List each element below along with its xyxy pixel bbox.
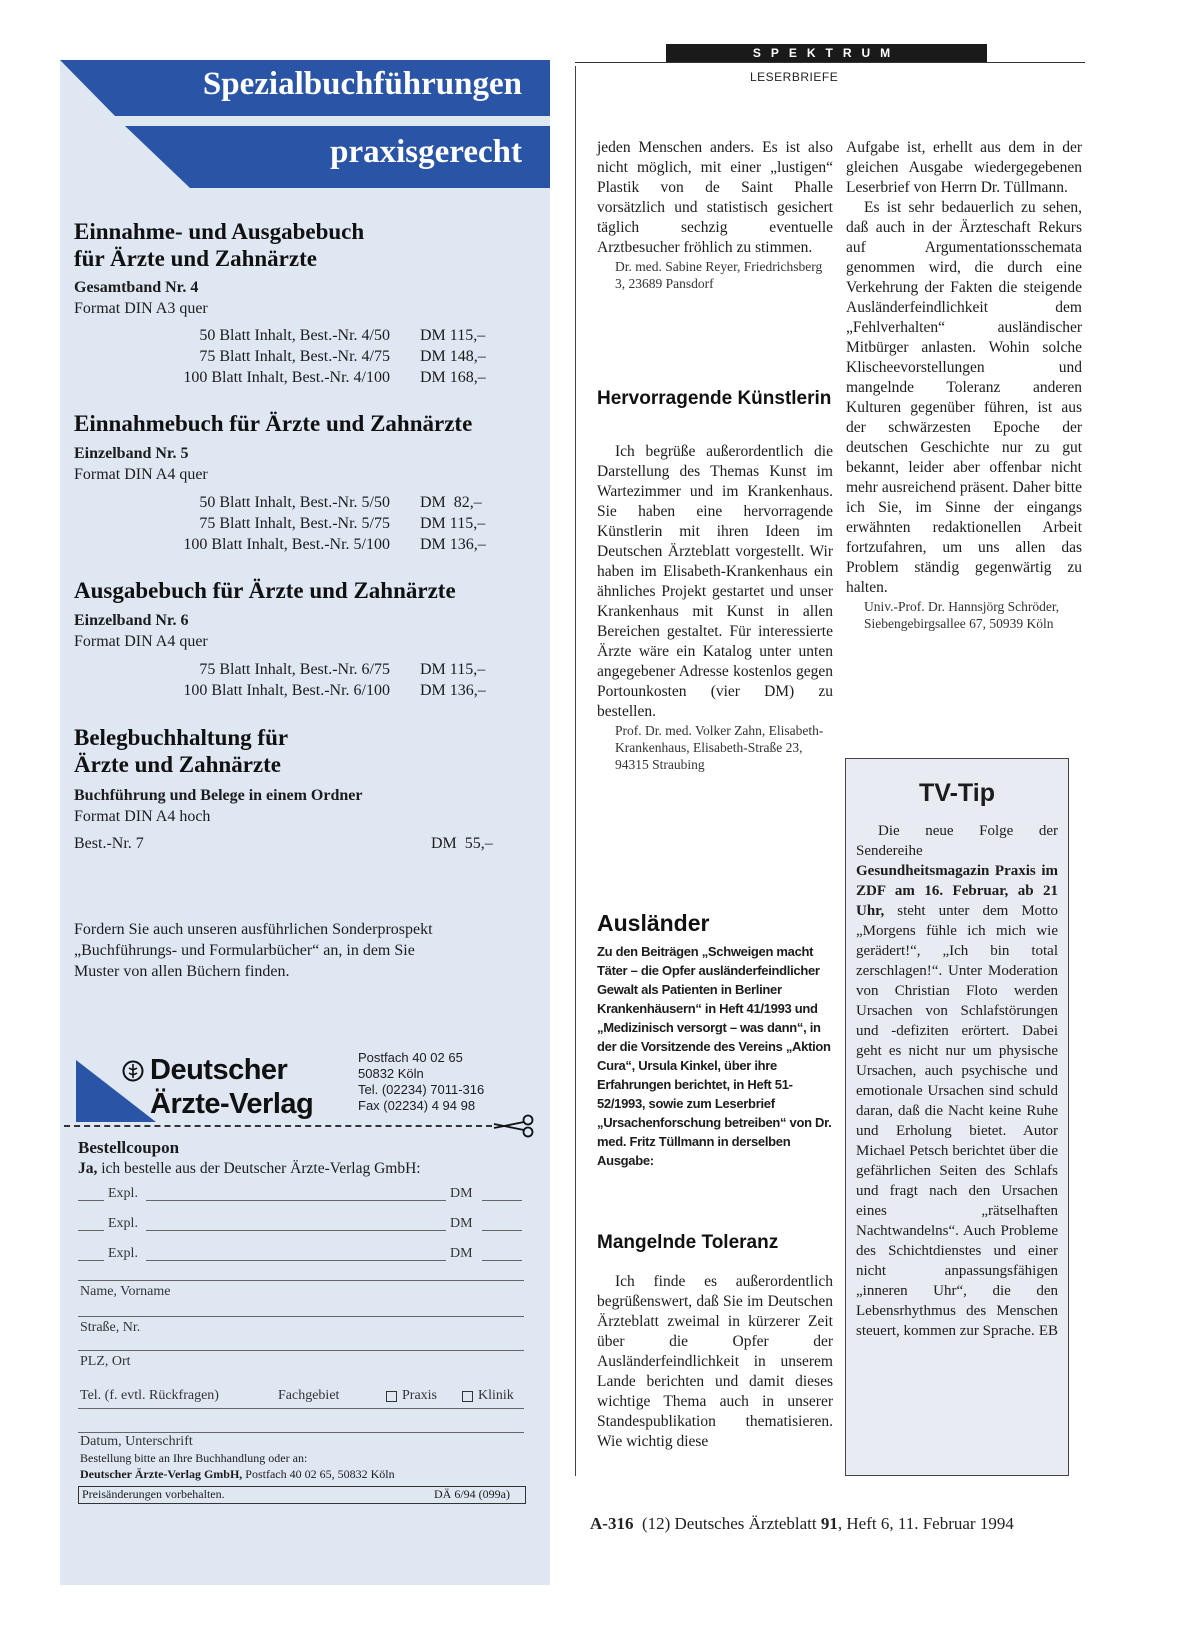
letter-toleranz: [597, 1272, 833, 1452]
dm-label: DM: [450, 1216, 473, 1231]
price-note: Preisänderungen vorbehalten.: [82, 1487, 225, 1501]
tv-tip-box: [845, 758, 1069, 1476]
letters-column-1: [597, 138, 833, 292]
product-band-2: Einzelband Nr. 5: [74, 445, 189, 462]
caduceus-icon: [122, 1060, 144, 1082]
product-title-1b: für Ärzte und Zahnärzte: [74, 246, 317, 271]
fachgebiet-label: Fachgebiet: [278, 1388, 340, 1403]
banner-title: Spezialbuchführungen: [202, 66, 522, 102]
product-title-2: Einnahmebuch für Ärzte und Zahnärzte: [74, 411, 473, 436]
product-bestnr-4: Best.-Nr. 7: [74, 835, 144, 852]
letter-body: Aufgabe ist, erhellt aus dem in der gleichen Ausgabe wiedergegebenen Leserbrief von Herrn Dr. Tüllmann.: [846, 139, 1082, 196]
letter-signature: Prof. Dr. med. Volker Zahn, Elisabeth-Krankenhaus, Elisabeth-Straße 23, 94315 Straubing: [615, 723, 824, 772]
dm-input-1[interactable]: [482, 1200, 522, 1201]
publisher-address: Fax (02234) 4 94 98: [358, 1098, 476, 1113]
expl-label: Expl.: [108, 1246, 138, 1261]
street-label: Straße, Nr.: [80, 1320, 141, 1335]
product-title-4a: Belegbuchhaltung für: [74, 725, 289, 750]
publisher-name-2: Ärzte-Verlag: [150, 1088, 314, 1120]
expl-title-input-1[interactable]: [146, 1200, 446, 1201]
product-format-2: Format DIN A4 quer: [74, 466, 208, 483]
product-title-4b: Ärzte und Zahnärzte: [74, 752, 281, 777]
product-format-3: Format DIN A4 quer: [74, 633, 208, 650]
dm-input-2[interactable]: [482, 1230, 522, 1231]
publisher-address: Tel. (02234) 7011-316: [358, 1082, 485, 1097]
expl-label: Expl.: [108, 1186, 138, 1201]
expl-qty-input-1[interactable]: [78, 1200, 104, 1201]
klinik-checkbox[interactable]: [462, 1391, 473, 1402]
topic-intro: Zu den Beiträgen „Schweigen macht Täter – die Opfer ausländerfeindlicher Gewalt als Patienten in Berliner Krankenhäusern“ in Heft 41/1993 und „Medizinisch versorgt – was dann“, in der die Vorsitzende des Vereins „Aktion Cura“, Ursula Kinkel, über ihre Erfahrungen berichtet, in Heft 51-52/1993, sowie zum Leserbrief „Ursachenforschung betreiben“ von Dr. med. Fritz Tüllmann in derselben Ausgabe:: [597, 944, 832, 1168]
header-rule: [575, 62, 1085, 63]
cut-line: [64, 1125, 492, 1127]
dm-input-3[interactable]: [482, 1260, 522, 1261]
street-field[interactable]: [78, 1316, 524, 1317]
publisher-name-1: Deutscher: [150, 1054, 288, 1086]
heading-toleranz: Mangelnde Toleranz: [597, 1232, 779, 1253]
product-band-3: Einzelband Nr. 6: [74, 612, 189, 629]
datum-label: Datum, Unterschrift: [80, 1434, 193, 1449]
heading-kuenstlerin: Hervorragende Künstlerin: [597, 388, 832, 409]
promo-line: Muster von allen Büchern finden.: [74, 963, 290, 980]
city-field[interactable]: [78, 1350, 524, 1351]
advertisement-panel: Spezialbuchführungen praxisgerecht Einnahme- und Ausgabebuch für Ärzte und Zahnärzte Gesamtband Nr. 4 Format DIN A3 quer 50 Blatt Inhalt, Best.-Nr. 4/50 DM 115,– 75 Blatt Inhalt, Best.-Nr. 4/75 DM 148,– 100 Blatt Inhalt, Best.-Nr. 4/100 DM 168,– Einnahmebuch für Ärzte und Zahnärzte Einzelband Nr. 5 Format DIN A4 quer 50 Blatt Inhalt, Best.-Nr. 5/50 DM 82,– 75 Blatt Inhalt, Best.-Nr. 5/75 DM 115,– 100 Blatt Inhalt, Best.-Nr. 5/100 DM 136,– Ausgabebuch für Ärzte und Zahnärzte Einzelband Nr. 6 Format DIN A4 quer 75 Blatt Inhalt, Best.-Nr. 6/75 DM 115,– 100 Blatt Inhalt, Best.-Nr. 6/100 DM 136,– Belegbuchhaltung für Ärzte und Zahnärzte Buchführung und Belege in einem Ordner Format DIN A4 hoch Best.-Nr. 7 DM 55,– Fordern Sie auch unseren ausführlichen Sonderprospekt „Buchführungs- und Formularbücher“ an, in dem Sie Muster von allen Büchern finden. Deutscher Ärzte-Verlag Postfach 40 02 65 50832 Köln Tel. (02234) 7011-316 Fax (02234) 4 94 98 Bestellcoupon Ja, ich bestelle aus der Deutscher Ärzte-Verlag GmbH: Expl. DM Expl. DM Expl. DM Name, Vorname Straße, Nr. PLZ, Ort Tel. (f. evtl. Rückfragen) Fachgebiet Praxis Klinik Datum, Unterschrift Bestellung bitte an Ihre Buchhandlung oder an: Deutscher Ärzte-Verlag GmbH, Postfach 40 02 65, 50832 Köln Preisänderungen vorbehalten. DÄ 6/94 (099a): [60, 60, 550, 1585]
praxis-label: Praxis: [402, 1388, 437, 1403]
product-band-1: Gesamtband Nr. 4: [74, 279, 199, 296]
dm-label: DM: [450, 1246, 473, 1261]
promo-line: „Buchführungs- und Formularbücher“ an, in dem Sie: [74, 942, 415, 959]
dm-label: DM: [450, 1186, 473, 1201]
publisher-logo-triangle: [76, 1060, 156, 1122]
city-label: PLZ, Ort: [80, 1354, 131, 1369]
expl-label: Expl.: [108, 1216, 138, 1231]
product-format-1: Format DIN A3 quer: [74, 300, 208, 317]
order-note: Bestellung bitte an Ihre Buchhandlung oder an:: [80, 1451, 308, 1465]
coupon-intro: Ja, ich bestelle aus der Deutscher Ärzte-Verlag GmbH:: [78, 1160, 421, 1177]
expl-qty-input-2[interactable]: [78, 1230, 104, 1231]
letter-body: Ich finde es außerordentlich begrüßenswert, daß Sie im Deutschen Ärzteblatt zweimal in kürzerer Zeit über die Opfer der Ausländerfeindlichkeit in unserem Lande berichten und damit dieses wichtige Thema auch in unserer Standespublikation thematisieren. Wie wichtig diese: [597, 1273, 833, 1450]
order-address: Deutscher Ärzte-Verlag GmbH, Postfach 40 02 65, 50832 Köln: [80, 1467, 395, 1481]
scissors-icon: [492, 1114, 536, 1138]
expl-title-input-2[interactable]: [146, 1230, 446, 1231]
praxis-checkbox[interactable]: [386, 1391, 397, 1402]
klinik-label: Klinik: [478, 1388, 514, 1403]
tel-label: Tel. (f. evtl. Rückfragen): [80, 1388, 219, 1403]
letter-continuation: jeden Menschen anders. Es ist also nicht möglich, mit einer „lustigen“ Plastik von de Saint Phalle vorsätzlich und statistisch gesichert täglich sechzig eventuelle Arztbesucher fröhlich zu stimmen.: [597, 139, 833, 256]
publisher-address: Postfach 40 02 65: [358, 1050, 463, 1065]
promo-line: Fordern Sie auch unseren ausführlichen Sonderprospekt: [74, 921, 433, 938]
ad-code: DÄ 6/94 (099a): [434, 1487, 510, 1501]
section-label: SPEKTRUM: [666, 44, 987, 62]
subsection-label: LESERBRIEFE: [750, 70, 839, 84]
letters-column-2: [846, 138, 1082, 632]
tel-field[interactable]: [78, 1408, 524, 1409]
product-title-3: Ausgabebuch für Ärzte und Zahnärzte: [74, 578, 456, 603]
page-footer: A-316 (12) Deutsches Ärzteblatt 91, Heft 6, 11. Februar 1994: [590, 1514, 1014, 1533]
expl-title-input-3[interactable]: [146, 1260, 446, 1261]
column-divider: [575, 66, 576, 1476]
heading-auslaender: Ausländer: [597, 910, 710, 936]
name-label: Name, Vorname: [80, 1284, 171, 1299]
product-price-4: DM 55,–: [431, 835, 493, 852]
banner-subtitle: praxisgerecht: [330, 134, 522, 170]
letter-body: Ich begrüße außerordentlich die Darstellung des Themas Kunst im Wartezimmer und im Krankenhaus. Sie haben eine hervorragende Künstlerin mit ihren Ideen im Deutschen Ärzteblatt vorgestellt. Wir haben im Elisabeth-Krankenhaus ein ähnliches Projekt gestartet und unser Krankenhaus mit Kunst in allen Bereichen gestaltet. Für interessierte Ärzte wäre ein Katalog unter unten angegebener Adresse kostenlos gegen Portounkosten (vier DM) zu bestellen.: [597, 443, 833, 720]
product-title-1a: Einnahme- und Ausgabebuch: [74, 219, 365, 244]
product-band-4: Buchführung und Belege in einem Ordner: [74, 787, 363, 804]
publisher-address: 50832 Köln: [358, 1066, 424, 1081]
signature-field[interactable]: [78, 1432, 524, 1433]
letter-signature: Dr. med. Sabine Reyer, Friedrichsberg 3, 23689 Pansdorf: [615, 259, 823, 291]
letter-body: Es ist sehr bedauerlich zu sehen, daß auch in der Ärzteschaft Rekurs auf Argumentationsschemata genommen wird, die durch eine Verkehrung der Fakten die steigende Ausländerfeindlichkeit dem „Fehlverhalten“ ausländischer Mitbürger anlasten. Wohin solche Klischeevorstellungen und mangelnde Toleranz anderen Kulturen gegenüber führen, ist aus der schwärzesten Epoche der deutschen Geschichte nur zu gut bekannt, leider aber offenbar nicht mehr ausreichend präsent. Daher bitte ich Sie, im Sinne der eingangs erwähnten redaktionellen Arbeit fortzufahren, um uns allen das Problem ständig gegenwärtig zu halten.: [846, 199, 1082, 596]
expl-qty-input-3[interactable]: [78, 1260, 104, 1261]
product-format-4: Format DIN A4 hoch: [74, 808, 211, 825]
coupon-title: Bestellcoupon: [78, 1138, 180, 1157]
name-field[interactable]: [78, 1280, 524, 1281]
tv-tip-title: TV-Tip: [919, 779, 995, 807]
letter-kuenstlerin: [597, 442, 833, 773]
letter-signature: Univ.-Prof. Dr. Hannsjörg Schröder, Siebengebirgsallee 67, 50939 Köln: [864, 599, 1060, 631]
tv-tip-text: Die neue Folge der Sendereihe Gesundheitsmagazin Praxis im ZDF am 16. Februar, ab 21 Uhr, steht unter dem Motto „Morgens fühle ich mich wie gerädert!“, „Ich bin total zerschlagen!“. Unter Moderation von Christian Floto werden Ursachen von Schlafstörungen und -defiziten erörtert. Dabei geht es nicht nur um physische Ursachen, auch psychische und emotionale Ursachen sind schuld daran, daß die Nacht keine Ruhe und Erholung bietet. Autor Michael Petsch berichtet über die gefährlichen Seiten des Schlafs und fragt nach den Ursachen eines „rätselhaften Nachtwandelns“. Auch Probleme des Schichtdienstes und einer nicht anpassungsfähigen „inneren Uhr“, die den Lebensrhythmus des Menschen steuert, kommen zur Sprache. EB: [856, 823, 1058, 1339]
